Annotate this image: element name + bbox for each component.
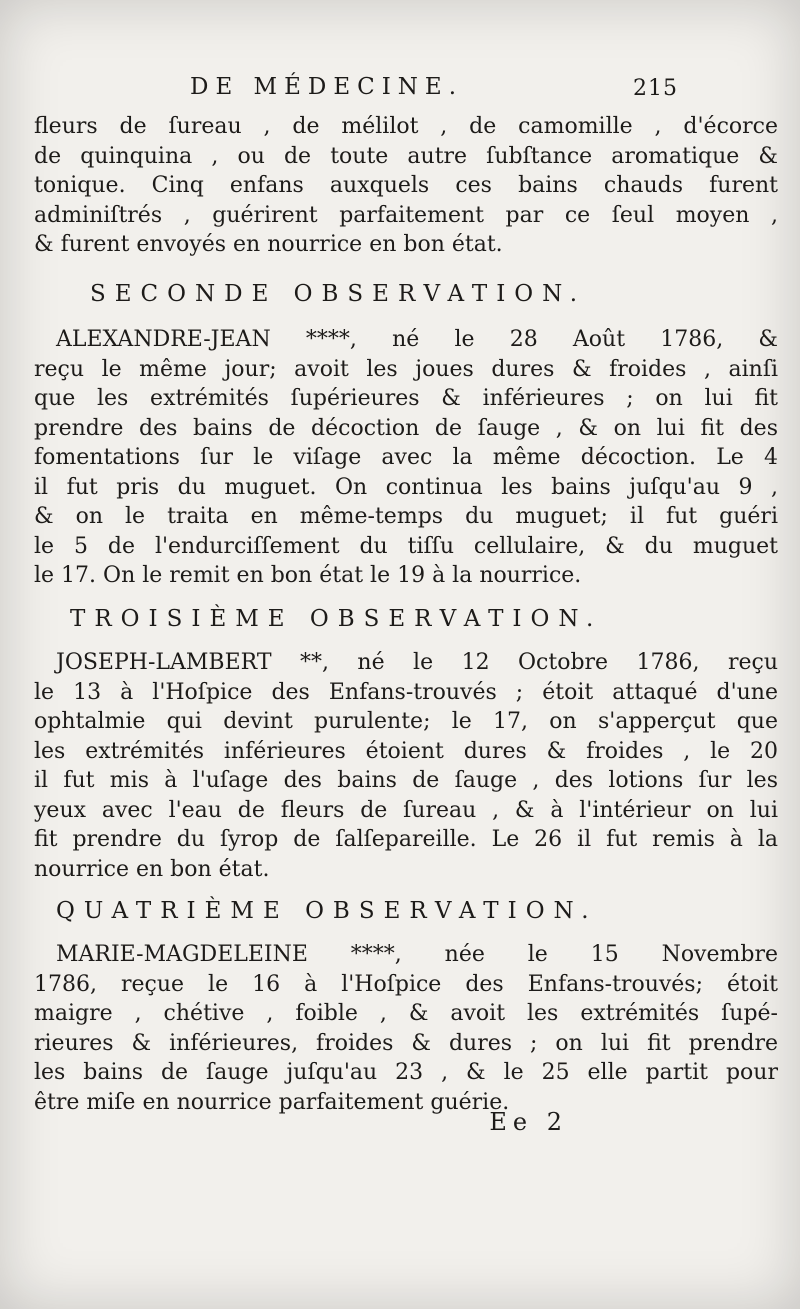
text-line: fit prendre du ſyrop de ſalſepareille. Le 26 il fut remis à la	[34, 827, 778, 852]
text-line: & furent envoyés en nourrice en bon état.	[34, 232, 503, 257]
running-title: DE MÉDECINE.	[190, 74, 464, 100]
text-line: tonique. Cinq enfans auxquels ces bains chauds furent	[34, 173, 778, 198]
text-line: prendre des bains de décoction de ſauge , & on lui fit des	[34, 415, 778, 441]
signature-mark: Ee 2	[489, 1108, 568, 1136]
text-line: 1786, reçue le 16 à l'Hoſpice des Enfans-trouvés; étoit	[34, 971, 778, 997]
text-line: il fut pris du muguet. On continua les bains juſqu'au 9 ,	[34, 474, 778, 500]
text-line: rieures & inférieures, froides & dures ; on lui fit prendre	[34, 1030, 778, 1056]
text-line: JOSEPH-LAMBERT **, né le 12 Octobre 1786, reçu	[56, 650, 778, 675]
text-line: reçu le même jour; avoit les joues dures & froides , ainſi	[34, 356, 778, 382]
paragraph-quatrieme-observation	[34, 940, 778, 1117]
text-line: le 17. On le remit en bon état le 19 à la nourrice.	[34, 563, 582, 588]
text-line: le 13 à l'Hoſpice des Enfans-trouvés ; étoit attaqué d'une	[34, 679, 778, 705]
text-line: il fut mis à l'uſage des bains de ſauge , des lotions ſur les	[34, 768, 778, 793]
text-line: de quinquina , ou de toute autre ſubſtance aromatique &	[34, 143, 778, 169]
section-heading-quatrieme: QUATRIÈME OBSERVATION.	[56, 898, 598, 924]
paragraph-continuation	[34, 112, 778, 260]
text-line: nourrice en bon état.	[34, 856, 270, 882]
page-number: 215	[633, 76, 678, 101]
text-line: yeux avec l'eau de fleurs de ſureau , & à l'intérieur on lui	[34, 797, 778, 823]
text-line: & on le traita en même-temps du muguet; il fut guéri	[34, 504, 778, 529]
text-line: ophtalmie qui devint purulente; le 17, on s'apperçut que	[34, 709, 778, 734]
text-line: fomentations ſur le viſage avec la même décoction. Le 4	[34, 445, 778, 470]
text-line: fleurs de ſureau , de mélilot , de camomille , d'écorce	[34, 114, 778, 139]
paragraph-seconde-observation	[34, 325, 778, 591]
running-head	[190, 74, 690, 114]
text-line: ALEXANDRE-JEAN ****, né le 28 Août 1786, &	[56, 327, 778, 352]
text-line: les bains de ſauge juſqu'au 23 , & le 25 elle partit pour	[34, 1060, 778, 1085]
text-line: être miſe en nourrice parfaitement guérie.	[34, 1089, 510, 1115]
text-line: MARIE-MAGDELEINE ****, née le 15 Novembre	[56, 942, 778, 967]
paragraph-troisieme-observation	[34, 648, 778, 884]
section-heading-seconde: SECONDE OBSERVATION.	[90, 281, 587, 307]
text-line: maigre , chétive , foible , & avoit les extrémités ſupé-	[34, 1001, 778, 1026]
section-heading-troisieme: TROISIÈME OBSERVATION.	[70, 606, 603, 632]
text-line: que les extrémités ſupérieures & inférieures ; on lui fit	[34, 386, 778, 411]
text-line: les extrémités inférieures étoient dures & froides , le 20	[34, 738, 778, 764]
text-line: adminiſtrés , guérirent parfaitement par ce ſeul moyen ,	[34, 202, 778, 228]
text-line: le 5 de l'endurciſſement du tiſſu cellulaire, & du muguet	[34, 533, 778, 559]
